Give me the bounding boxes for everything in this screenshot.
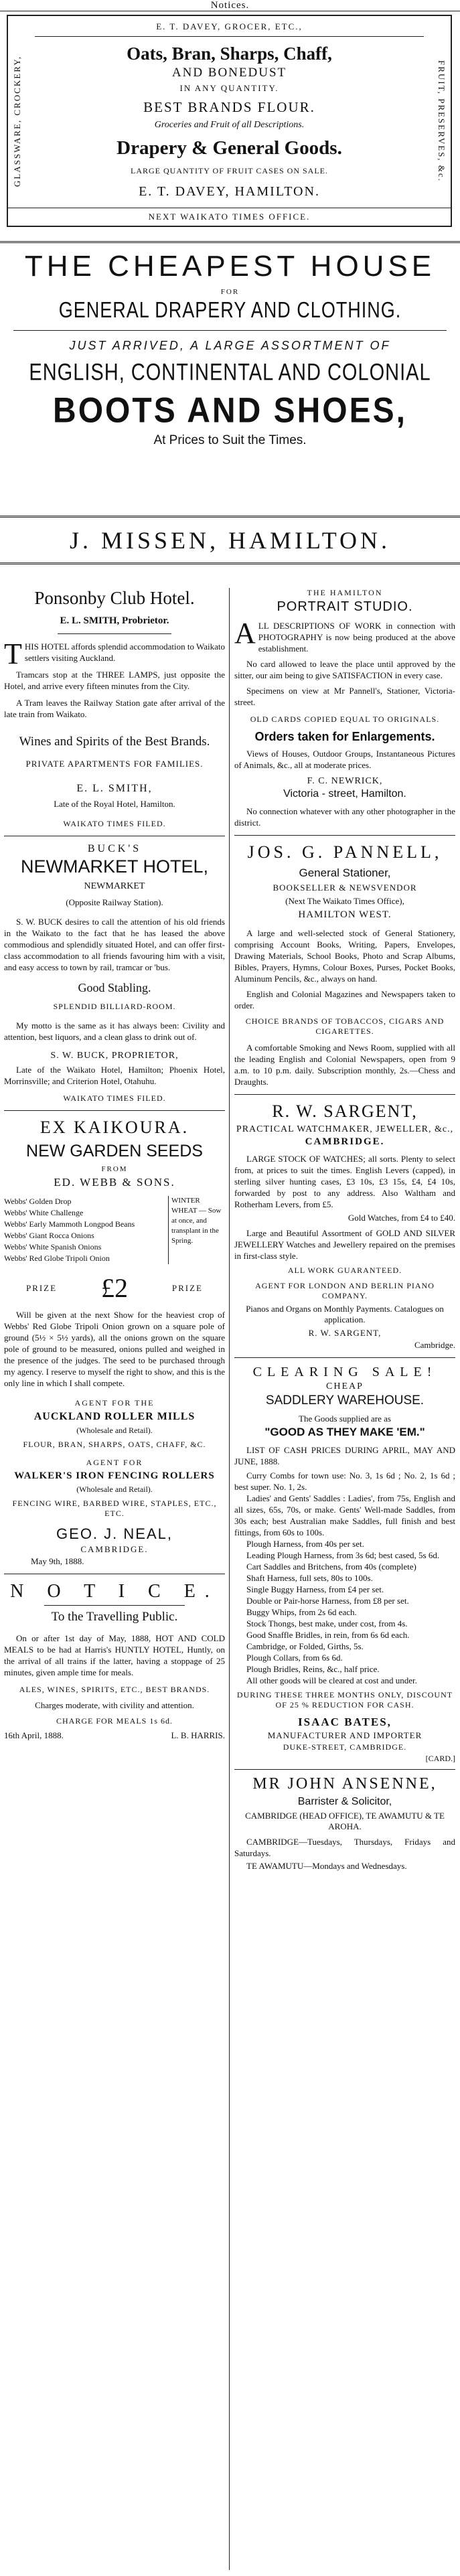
missen-headline: THE CHEAPEST HOUSE <box>24 250 436 283</box>
seed-item: Webbs' White Spanish Onions <box>4 1242 102 1252</box>
ansenne-offices: CAMBRIDGE (HEAD OFFICE), TE AWAMUTU & TE AROHA. <box>245 1811 445 1831</box>
bates-during: DURING THESE THREE MONTHS ONLY, DISCOUNT OF 25 % REDUCTION FOR CASH. <box>236 1690 453 1710</box>
bates-good-as: "GOOD AS THEY MAKE 'EM." <box>264 1426 425 1438</box>
bates-name: ISAAC BATES, <box>298 1716 392 1728</box>
sargent-trade: PRACTICAL WATCHMAKER, JEWELLER, &c., <box>236 1124 454 1134</box>
neal-date: May 9th, 1888. <box>31 1556 84 1566</box>
pannell-bookseller: BOOKSELLER & NEWSVENDOR <box>273 883 417 893</box>
studio-title: PORTRAIT STUDIO. <box>277 599 413 614</box>
ponsonby-sig: E. L. SMITH, <box>76 783 153 794</box>
ponsonby-body2: Tramcars stop at the THREE LAMPS, just opposite the Hotel, and arrive every fifteen minutes from the City. <box>4 670 225 691</box>
ansenne-te-awamutu: TE AWAMUTU—Mondays and Wednesdays. <box>246 1861 407 1871</box>
newmarket-body1: S. W. BUCK desires to call the attention of his old friends in the Waikato to the fact that he has leased the above commodious and splendidly situated Hotel, and can offer first-class accommodation to all friends favouring him with a visit, and easy access to town by rail, tramcar or 'bus. <box>4 917 225 972</box>
studio-old-cards: OLD CARDS COPIED EQUAL TO ORIGINALS. <box>250 714 440 724</box>
pannell-advert <box>234 842 455 1087</box>
roller-wholesale: (Wholesale and Retail). <box>76 1426 153 1435</box>
bates-advert <box>234 1365 455 1764</box>
notice-body: On or after 1st day of May, 1888, HOT AND COLD MEALS to be had at Harris's HUNTLY HOTEL, Huntly, on the arrival of all trains if the latter, having a stoppage of 25 minutes, given ample time for meals. <box>4 1633 225 1677</box>
ansenne-role: Barrister & Solicitor, <box>297 1796 392 1807</box>
ponsonby-title: Ponsonby Club Hotel. <box>34 588 195 608</box>
davey-advert <box>7 15 452 227</box>
studio-dropcap: A <box>234 617 256 650</box>
price-item: Plough Bridles, Reins, &c., half price. <box>246 1664 380 1674</box>
seeds-from: FROM <box>101 1165 128 1173</box>
ponsonby-filed: WAIKATO TIMES FILED. <box>63 819 166 828</box>
davey-fruit-cases: LARGE QUANTITY OF FRUIT CASES ON SALE. <box>130 166 328 175</box>
missen-prices: At Prices to Suit the Times. <box>153 433 307 447</box>
pannell-tobacco: CHOICE BRANDS OF TOBACCOS, CIGARS AND CIGARETTES. <box>245 1016 445 1036</box>
seeds-advert <box>4 1118 225 1567</box>
studio-street: Victoria - street, Hamilton. <box>283 788 406 800</box>
studio-body1: ALL DESCRIPTIONS OF WORK in connection with PHOTOGRAPHY is now being produced at the above establishment. <box>234 617 455 654</box>
seeds-aside: WINTER WHEAT — Sow at once, and transplant in the Spring. <box>168 1196 225 1264</box>
sargent-advert <box>234 1102 455 1351</box>
notice-sub: To the Travelling Public. <box>51 1610 178 1624</box>
page-header: Notices. <box>0 0 460 11</box>
ponsonby-advert <box>4 588 225 829</box>
davey-headline2: AND BONEDUST <box>171 66 287 80</box>
notice-advert <box>4 1581 225 1741</box>
newmarket-stabling: Good Stabling. <box>78 981 151 994</box>
ponsonby-dropcap: T <box>4 637 22 670</box>
neal-name: GEO. J. NEAL, <box>56 1525 173 1542</box>
studio-the: THE HAMILTON <box>307 588 383 597</box>
notice-date: 16th April, 1888. <box>4 1730 64 1740</box>
ansenne-advert <box>234 1775 455 1872</box>
sargent-sig: R. W. SARGENT, <box>308 1328 382 1338</box>
notice-ales: ALES, WINES, SPIRITS, ETC., BEST BRANDS. <box>19 1685 210 1694</box>
notice-sign-row <box>4 1730 225 1741</box>
missen-arrived: JUST ARRIVED, A LARGE ASSORTMENT OF <box>69 339 391 352</box>
studio-name: F. C. NEWRICK, <box>307 776 383 786</box>
roller-mills: AUCKLAND ROLLER MILLS <box>33 1411 196 1422</box>
davey-side-right: FRUIT, PRESERVES, &c. <box>437 60 447 182</box>
missen-origins: ENGLISH, CONTINENTAL AND COLONIAL <box>29 360 431 386</box>
studio-views: Views of Houses, Outdoor Groups, Instantaneous Pictures of Animals, &c., all at moderate prices. <box>234 749 455 770</box>
agent-label-1: AGENT FOR THE <box>74 1398 155 1408</box>
seed-item: Webbs' White Challenge <box>4 1208 84 1217</box>
ponsonby-body3: A Tram leaves the Railway Station gate after arrival of the late train from Waikato. <box>4 698 225 719</box>
price-item: Ladies' and Gents' Saddles : Ladies', from 75s, English and all sizes, 65s, 70s, or make. Gents' Well-made Saddles, from 30s each; best Australian make Saddles, full finish and best fittings, from 60s to 100s. <box>234 1493 455 1537</box>
price-item: Buggy Whips, from 2s 6d each. <box>246 1607 357 1617</box>
newmarket-billiard: SPLENDID BILLIARD-ROOM. <box>53 1002 176 1011</box>
seeds-firm: ED. WEBB & SONS. <box>54 1176 175 1189</box>
newmarket-bucks: BUCK'S <box>87 843 142 854</box>
ansenne-title: MR JOHN ANSENNE, <box>252 1775 437 1793</box>
newmarket-sig: S. W. BUCK, PROPRIETOR, <box>50 1051 179 1061</box>
roller-flour: FLOUR, BRAN, SHARPS, OATS, CHAFF, &C. <box>23 1440 206 1449</box>
prize-right: PRIZE <box>171 1282 204 1293</box>
sargent-body1: LARGE STOCK OF WATCHES; all sorts. Plenty to select from, at prices to suit the times. English Levers (capped), in sterling silver hunting cases, £3 10s, £3 15s, £4, £4 10s, forwarded by post to any address. Also Waltham and Rotherham Levers, from £5. <box>234 1154 455 1209</box>
sargent-place: CAMBRIDGE. <box>305 1136 385 1147</box>
bates-saddlery: SADDLERY WAREHOUSE. <box>265 1393 425 1408</box>
neal-place: CAMBRIDGE. <box>80 1544 149 1554</box>
pannell-place: HAMILTON WEST. <box>298 909 392 920</box>
price-item: Cart Saddles and Britchens, from 40s (complete) <box>246 1562 416 1572</box>
davey-groceries: Groceries and Fruit of all Descriptions. <box>154 120 305 130</box>
price-item: Leading Plough Harness, from 3s 6d; best cased, 5s 6d. <box>246 1550 440 1560</box>
seeds-ex: EX KAIKOURA. <box>40 1118 189 1137</box>
newmarket-advert <box>4 843 225 1104</box>
prize-row <box>4 1272 225 1304</box>
ansenne-cambridge: CAMBRIDGE—Tuesdays, Thursdays, Fridays and Saturdays. <box>234 1837 455 1858</box>
sargent-body2: Large and Beautiful Assortment of GOLD AND SILVER JEWELLERY Watches and Jewellery repaired on the premises in first-class style. <box>234 1228 455 1261</box>
sargent-title: R. W. SARGENT, <box>272 1102 418 1121</box>
newmarket-place: NEWMARKET <box>84 881 145 891</box>
studio-body3: Specimens on view at Mr Pannell's, Stationer, Victoria-street. <box>234 686 455 707</box>
davey-side-left: GLASSWARE, CROCKERY, <box>12 55 22 187</box>
pannell-body1: A large and well-selected stock of General Stationery, comprising Account Books, Writing, Papers, Envelopes, Drawing Materials, School Books, Photo and Scrap Albums, Bibles, Prayers, Hymns, Colour Boxes, Purses, Pocket Books, Aluminum Pencils, &c., always on hand. <box>234 928 455 984</box>
agent-label-2: AGENT FOR <box>86 1458 143 1467</box>
davey-quantity: IN ANY QUANTITY. <box>179 83 279 93</box>
ponsonby-body1: THIS HOTEL affords splendid accommodation to Waikato settlers visiting Auckland. <box>4 637 225 670</box>
ponsonby-private: PRIVATE APARTMENTS FOR FAMILIES. <box>25 759 204 769</box>
sargent-agent: AGENT FOR LONDON AND BERLIN PIANO COMPANY. <box>255 1281 435 1300</box>
price-item: Shaft Harness, full sets, 80s to 100s. <box>246 1573 373 1583</box>
sargent-guaranteed: ALL WORK GUARANTEED. <box>287 1266 402 1275</box>
walker-fencing: FENCING WIRE, BARBED WIRE, STAPLES, ETC., ETC. <box>12 1499 217 1518</box>
bates-clearing: CLEARING SALE! <box>252 1365 437 1379</box>
davey-best-brands: BEST BRANDS FLOUR. <box>143 99 315 115</box>
price-item: Single Buggy Harness, from £4 per set. <box>246 1584 384 1594</box>
price-item: Plough Collars, from 6s 6d. <box>246 1653 343 1663</box>
price-item: All other goods will be cleared at cost and under. <box>246 1675 417 1685</box>
column-divider <box>229 588 230 2570</box>
davey-name: E. T. DAVEY, HAMILTON. <box>139 184 320 199</box>
bates-card: [CARD.] <box>425 1754 455 1763</box>
pannell-next: (Next The Waikato Times Office), <box>285 896 404 906</box>
newmarket-opp: (Opposite Railway Station). <box>66 897 163 907</box>
missen-drapery: GENERAL DRAPERY AND CLOTHING. <box>58 297 402 323</box>
walker-wholesale: (Wholesale and Retail). <box>76 1485 153 1494</box>
notice-meals: CHARGE FOR MEALS 1s 6d. <box>56 1716 173 1726</box>
bates-list-heading: LIST OF CASH PRICES DURING APRIL, MAY AND JUNE, 1888. <box>234 1445 455 1466</box>
seeds-title: NEW GARDEN SEEDS <box>26 1142 203 1160</box>
right-column <box>234 588 455 1872</box>
missen-for: FOR <box>220 288 240 296</box>
ponsonby-proprietor: E. L. SMITH, Probrietor. <box>60 615 169 626</box>
missen-boots: BOOTS AND SHOES, <box>53 391 407 431</box>
ponsonby-wines: Wines and Spirits of the Best Brands. <box>19 735 210 749</box>
davey-next-office: NEXT WAIKATO TIMES OFFICE. <box>148 212 311 222</box>
ponsonby-late: Late of the Royal Hotel, Hamilton. <box>54 799 175 809</box>
seed-item: Webbs' Giant Rocca Onions <box>4 1231 94 1240</box>
seed-item: Webbs' Red Globe Tripoli Onion <box>4 1254 110 1263</box>
seed-item: Webbs' Golden Drop <box>4 1197 72 1206</box>
davey-footer <box>8 208 451 226</box>
bates-trade: MANUFACTURER AND IMPORTER <box>267 1730 423 1740</box>
walker-rollers: WALKER'S IRON FENCING ROLLERS <box>14 1470 215 1481</box>
davey-headline: Oats, Bran, Sharps, Chaff, <box>127 44 332 64</box>
notice-sig: L. B. HARRIS. <box>171 1730 225 1740</box>
left-column <box>4 588 225 1741</box>
pannell-role: General Stationer, <box>299 866 391 879</box>
pannell-title: JOS. G. PANNELL, <box>247 842 443 862</box>
notice-title: N O T I C E. <box>10 1581 219 1602</box>
studio-body2: No card allowed to leave the place until approved by the sitter, our aim being to give SATISFACTION in every case. <box>234 659 455 680</box>
seed-item: Webbs' Early Mammoth Longpod Beans <box>4 1219 135 1229</box>
newmarket-late: Late of the Waikato Hotel, Hamilton; Phoenix Hotel, Morrinsville; and Criterion Hotel, Otahuhu. <box>4 1065 225 1086</box>
sargent-sig-place: Cambridge. <box>414 1340 455 1350</box>
newmarket-filed: WAIKATO TIMES FILED. <box>63 1093 166 1103</box>
seeds-varieties <box>4 1196 168 1264</box>
studio-no-conn: No connection whatever with any other photographer in the district. <box>234 806 455 828</box>
pannell-body3: A comfortable Smoking and News Room, supplied with all the leading English and Colonial Newspapers, open from 9 a.m. to 10 p.m. daily. Subscription monthly, 2s.—Chess and Draughts. <box>234 1043 455 1087</box>
sargent-pianos: Pianos and Organs on Monthly Payments. Catalogues on application. <box>246 1304 444 1324</box>
missen-name: J. MISSEN, HAMILTON. <box>69 527 391 554</box>
newmarket-title: NEWMARKET HOTEL, <box>20 856 209 877</box>
davey-top-line: E. T. DAVEY, GROCER, ETC., <box>156 21 303 31</box>
missen-advert <box>0 249 460 448</box>
bates-cheap: CHEAP <box>326 1381 364 1391</box>
davey-inner <box>35 16 424 226</box>
sargent-gold: Gold Watches, from £4 to £40. <box>348 1213 455 1223</box>
newmarket-body2: My motto is the same as it has always been: Civility and attention, best liquors, and a clean glass to drink out of. <box>4 1020 225 1042</box>
bates-goods: The Goods supplied are as <box>299 1414 391 1424</box>
davey-drapery: Drapery & General Goods. <box>117 137 342 159</box>
notice-charges: Charges moderate, with civility and attention. <box>35 1700 194 1710</box>
bates-price-list <box>234 1470 455 1686</box>
price-item: Plough Harness, from 40s per set. <box>246 1539 364 1549</box>
seeds-list <box>4 1196 225 1264</box>
pannell-body2: English and Colonial Magazines and Newspapers taken to order. <box>234 989 455 1010</box>
studio-orders: Orders taken for Enlargements. <box>254 730 435 743</box>
prize-body: Will be given at the next Show for the heaviest crop of Webbs' Red Globe Tripoli Onion grown on a square pole of ground (5½ × 5½ yards), all the onions grown on the square pole of ground to be measured, onions pulled and weighed in the presence of the judges. The seed to be purchased through my agency. I reserve to myself the right to show, and this is the only line in which I shall compete. <box>4 1310 225 1388</box>
prize-left: PRIZE <box>25 1282 58 1293</box>
prize-amount: £2 <box>100 1273 128 1303</box>
price-item: Curry Combs for town use: No. 3, 1s 6d ; No. 2, 1s 6d ; best super. No. 1, 2s. <box>234 1470 455 1492</box>
price-item: Good Snaffle Bridles, in rein, from 6s 6d each. <box>246 1630 410 1640</box>
bates-street: DUKE-STREET, CAMBRIDGE. <box>283 1742 407 1752</box>
price-item: Double or Pair-horse Harness, from £8 per set. <box>246 1596 409 1606</box>
price-item: Stock Thongs, best make, under cost, from 4s. <box>246 1618 408 1628</box>
price-item: Cambridge, or Folded, Girths, 5s. <box>246 1641 364 1651</box>
studio-advert <box>234 588 455 828</box>
